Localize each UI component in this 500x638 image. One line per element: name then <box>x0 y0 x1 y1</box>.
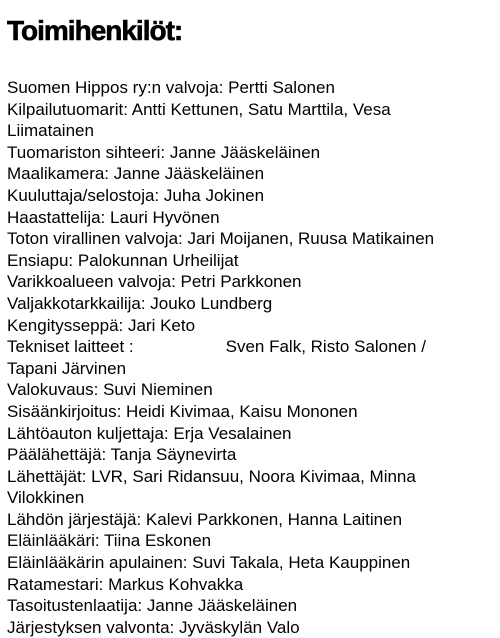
list-item: Haastattelija: Lauri Hyvönen <box>7 207 220 227</box>
officials-document <box>7 0 497 638</box>
list-item: Tasoitustenlaatija: Janne Jääskeläinen <box>7 596 298 616</box>
list-item-technical <box>7 336 497 358</box>
list-item: Kilpailutuomarit: Antti Kettunen, Satu Marttila, Vesa <box>7 99 391 119</box>
officials-list <box>7 77 497 638</box>
list-item: Lähtöauton kuljettaja: Erja Vesalainen <box>7 423 292 443</box>
list-item: Ensiapu: Palokunnan Urheilijat <box>7 250 239 270</box>
list-item: Valokuvaus: Suvi Nieminen <box>7 380 213 400</box>
list-item: Toton virallinen valvoja: Jari Moijanen, Ruusa Matikainen <box>7 229 435 249</box>
list-item: Eläinlääkäri: Tiina Eskonen <box>7 531 212 551</box>
list-item: Tapani Järvinen <box>7 358 127 378</box>
list-item: Järjestyksen valvonta: Jyväskylän Valo <box>7 617 300 637</box>
list-item: Varikkoalueen valvoja: Petri Parkkonen <box>7 272 302 292</box>
list-item: Tuomariston sihteeri: Janne Jääskeläinen <box>7 142 321 162</box>
list-item: Lähettäjät: LVR, Sari Ridansuu, Noora Kivimaa, Minna <box>7 466 416 486</box>
list-item: Lähdön järjestäjä: Kalevi Parkkonen, Hanna Laitinen <box>7 509 403 529</box>
list-item: Eläinlääkärin apulainen: Suvi Takala, Heta Kauppinen <box>7 553 411 573</box>
list-item: Kuuluttaja/selostoja: Juha Jokinen <box>7 185 265 205</box>
list-item: Maalikamera: Janne Jääskeläinen <box>7 164 265 184</box>
list-item-label: Tekniset laitteet : <box>7 337 134 357</box>
list-item: Päälähettäjä: Tanja Säynevirta <box>7 445 237 465</box>
list-item: Sisäänkirjoitus: Heidi Kivimaa, Kaisu Mononen <box>7 401 358 421</box>
list-item: Suomen Hippos ry:n valvoja: Pertti Salonen <box>7 78 335 97</box>
list-item: Valjakkotarkkailija: Jouko Lundberg <box>7 293 273 313</box>
page-title: Toimihenkilöt: <box>7 15 183 46</box>
list-item: Kengitysseppä: Jari Keto <box>7 315 196 335</box>
list-item: Vilokkinen <box>7 488 85 508</box>
list-item: Liimatainen <box>7 121 94 141</box>
list-item-value: Sven Falk, Risto Salonen / <box>225 337 426 357</box>
list-item: Ratamestari: Markus Kohvakka <box>7 574 244 594</box>
